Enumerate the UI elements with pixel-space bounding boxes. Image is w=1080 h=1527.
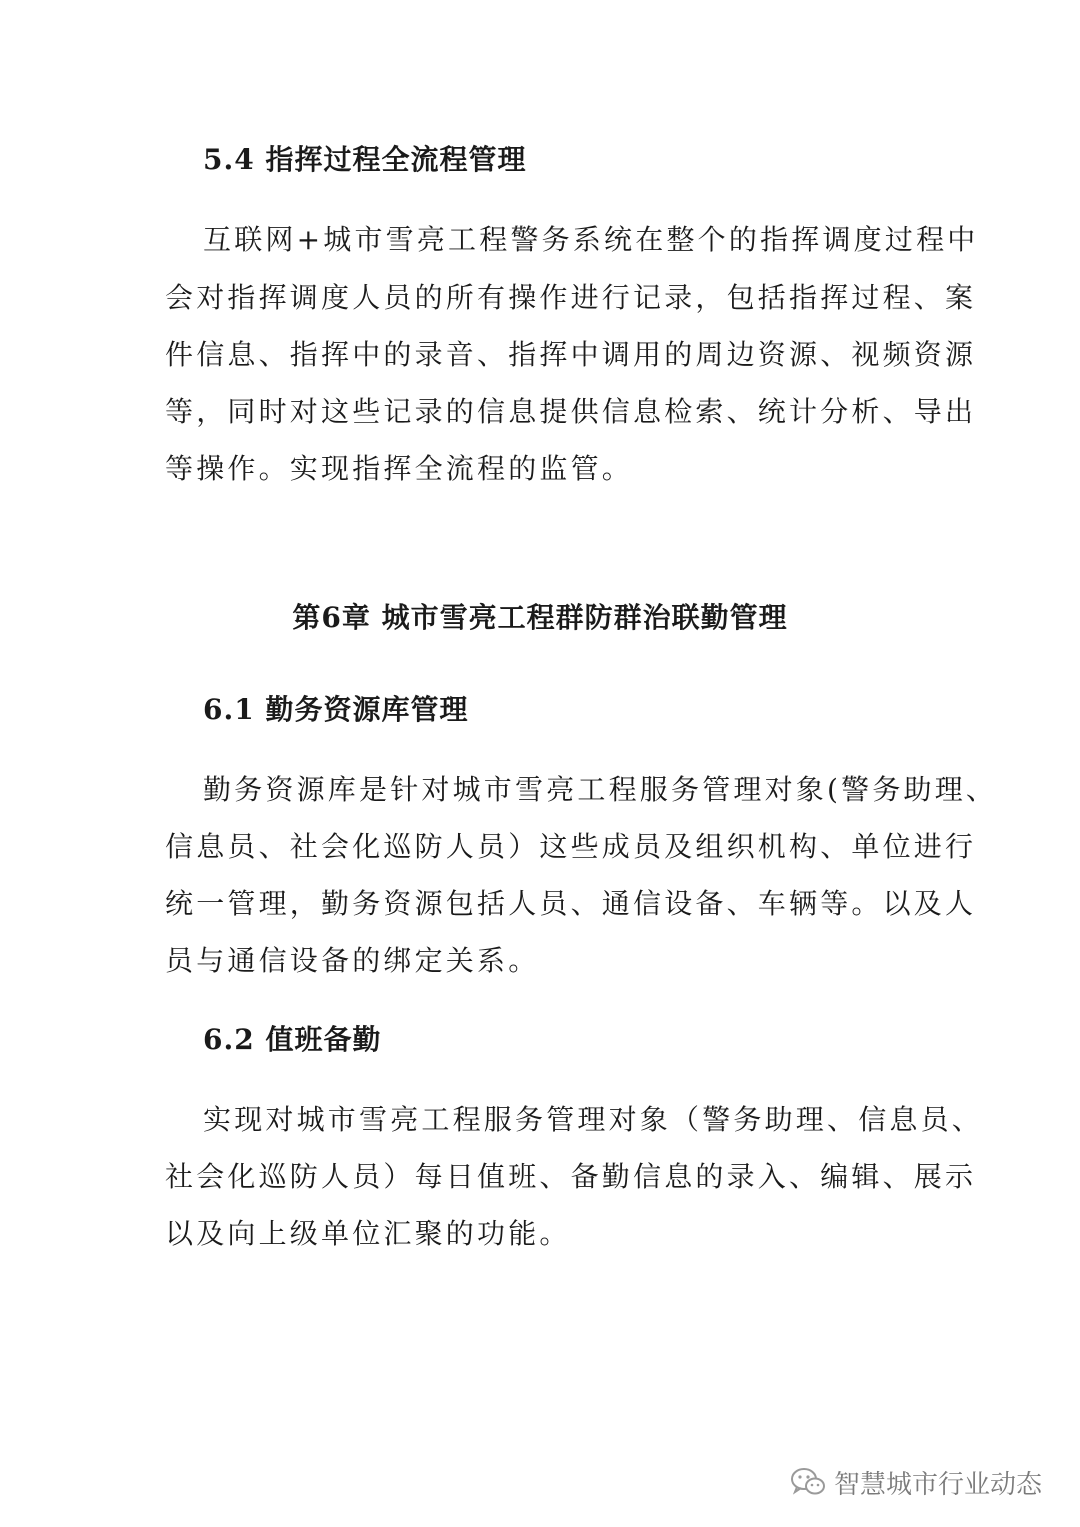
section-6-1-line-3: 统一管理，勤务资源包括人员、通信设备、车辆等。以及人 xyxy=(165,887,977,920)
section-6-1-heading: 6.1 勤务资源库管理 xyxy=(203,693,469,726)
section-5-4-heading: 5.4 指挥过程全流程管理 xyxy=(203,143,527,176)
section-5-4-line-5: 等操作。实现指挥全流程的监管。 xyxy=(165,452,634,485)
section-6-1-line-4: 员与通信设备的绑定关系。 xyxy=(165,944,540,977)
section-5-4-line-2: 会对指挥调度人员的所有操作进行记录，包括指挥过程、案 xyxy=(165,281,977,314)
section-6-2-line-2: 社会化巡防人员）每日值班、备勤信息的录入、编辑、展示 xyxy=(165,1160,977,1193)
watermark-text: 智慧城市行业动态 xyxy=(834,1469,1043,1500)
wechat-icon xyxy=(790,1467,826,1497)
section-5-4-line-4: 等，同时对这些记录的信息提供信息检索、统计分析、导出 xyxy=(165,395,977,428)
section-6-1-line-1: 勤务资源库是针对城市雪亮工程服务管理对象(警务助理、 xyxy=(203,773,998,806)
section-6-2-line-3: 以及向上级单位汇聚的功能。 xyxy=(165,1217,571,1250)
section-6-1-line-2: 信息员、社会化巡防人员）这些成员及组织机构、单位进行 xyxy=(165,830,977,863)
chapter-6-title: 第6章 城市雪亮工程群防群治联勤管理 xyxy=(292,601,788,634)
section-5-4-line-1: 互联网+城市雪亮工程警务系统在整个的指挥调度过程中 xyxy=(203,223,979,256)
section-5-4-line-3: 件信息、指挥中的录音、指挥中调用的周边资源、视频资源 xyxy=(165,338,977,371)
wechat-watermark xyxy=(790,1462,1042,1502)
section-6-2-heading: 6.2 值班备勤 xyxy=(203,1023,382,1056)
section-6-2-line-1: 实现对城市雪亮工程服务管理对象（警务助理、信息员、 xyxy=(203,1103,984,1136)
